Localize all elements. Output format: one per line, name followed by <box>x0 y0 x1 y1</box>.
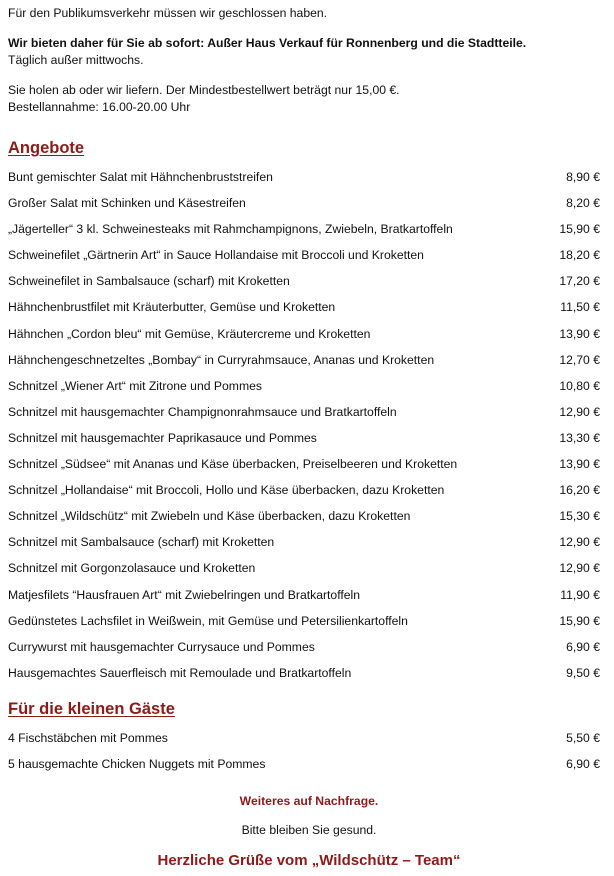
menu-item-price: 11,50 € <box>560 300 600 315</box>
offer-days: Täglich außer mittwochs. <box>8 53 144 67</box>
menu-item <box>8 403 600 429</box>
menu-item-name: Großer Salat mit Schinken und Käsestreifen <box>8 196 246 211</box>
menu-item <box>8 586 600 612</box>
menu-item-name: Bunt gemischter Salat mit Hähnchenbruststreifen <box>8 170 273 184</box>
menu-item-price: 11,90 € <box>560 587 600 602</box>
menu-item-name: Matjesfilets “Hausfrauen Art“ mit Zwiebelringen und Bratkartoffeln <box>8 587 361 602</box>
menu-item <box>8 481 600 507</box>
menu-item-name: „Jägerteller“ 3 kl. Schweinesteaks mit Rahmchampignons, Zwiebeln, Bratkartoffeln <box>8 222 453 237</box>
greeting-text: Herzliche Grüße vom „Wildschütz – Team“ <box>157 852 461 869</box>
menu-list-angebote <box>8 168 600 690</box>
menu-item <box>8 272 600 298</box>
offer-headline: Wir bieten daher für Sie ab sofort: Außer Haus Verkauf für Ronnenberg und die Stadtteile. <box>8 36 527 50</box>
menu-item <box>8 298 600 324</box>
menu-item-name: 5 hausgemachte Chicken Nuggets mit Pommes <box>8 757 266 772</box>
section-title-angebote: Angebote <box>8 139 85 157</box>
menu-item-name: Hähnchen „Cordon bleu“ mit Gemüse, Kräutercreme und Kroketten <box>8 326 371 341</box>
menu-item-price: 18,20 € <box>559 248 600 263</box>
menu-item <box>8 220 600 246</box>
menu-item-price: 12,90 € <box>559 561 600 576</box>
menu-item-name: Schnitzel mit hausgemachter Paprikasauce und Pommes <box>8 430 317 445</box>
menu-item-price: 15,30 € <box>559 509 600 524</box>
order-hours: Bestellannahme: 16.00-20.00 Uhr <box>8 100 191 114</box>
delivery-info: Sie holen ab oder wir liefern. Der Mindestbestellwert beträgt nur 15,00 €. <box>8 83 400 97</box>
menu-item-name: Schnitzel „Wiener Art“ mit Zitrone und Pommes <box>8 378 262 393</box>
menu-item <box>8 455 600 481</box>
menu-item-price: 15,90 € <box>559 222 600 237</box>
closed-notice: Für den Publikumsverkehr müssen wir geschlossen haben. <box>8 6 328 20</box>
menu-item <box>8 729 600 755</box>
menu-item-name: Schnitzel „Hollandaise“ mit Broccoli, Hollo und Käse überbacken, dazu Kroketten <box>8 483 445 498</box>
menu-item-price: 5,50 € <box>566 731 600 745</box>
menu-item <box>8 507 600 533</box>
menu-item-price: 12,90 € <box>559 404 600 419</box>
menu-item-name: Schnitzel mit Sambalsauce (scharf) mit Kroketten <box>8 535 275 550</box>
menu-item <box>8 612 600 638</box>
menu-item <box>8 429 600 455</box>
menu-item <box>8 377 600 403</box>
more-on-request: Weiteres auf Nachfrage. <box>239 794 379 808</box>
menu-item <box>8 325 600 351</box>
stay-healthy-text: Bitte bleiben Sie gesund. <box>241 823 377 837</box>
menu-list-kinder <box>8 729 600 781</box>
menu-item-price: 12,90 € <box>559 535 600 550</box>
menu-item <box>8 194 600 220</box>
menu-item-name: Schweinefilet in Sambalsauce (scharf) mit Kroketten <box>8 274 290 289</box>
menu-item-price: 13,90 € <box>559 326 600 341</box>
menu-item-name: Schnitzel „Wildschütz“ mit Zwiebeln und Käse überbacken, dazu Kroketten <box>8 509 411 524</box>
menu-item <box>8 533 600 559</box>
menu-item-name: Schweinefilet „Gärtnerin Art“ in Sauce Hollandaise mit Broccoli und Kroketten <box>8 248 424 263</box>
menu-item-name: Schnitzel mit Gorgonzolasauce und Kroketten <box>8 561 256 576</box>
section-title-kinder: Für die kleinen Gäste <box>8 700 175 718</box>
offer-block <box>8 35 526 69</box>
menu-item-price: 9,50 € <box>566 665 600 680</box>
menu-item-price: 15,90 € <box>559 613 600 628</box>
menu-item-name: Schnitzel „Südsee“ mit Ananas und Käse überbacken, Preiselbeeren und Kroketten <box>8 457 458 472</box>
menu-item <box>8 559 600 585</box>
menu-item-price: 13,90 € <box>559 457 600 472</box>
menu-item-price: 6,90 € <box>566 757 600 772</box>
menu-item-price: 8,90 € <box>566 170 600 184</box>
menu-item-price: 6,90 € <box>566 639 600 654</box>
menu-item-price: 10,80 € <box>559 378 600 393</box>
menu-item <box>8 168 600 194</box>
menu-item-name: 4 Fischstäbchen mit Pommes <box>8 731 168 745</box>
menu-item <box>8 351 600 377</box>
menu-item-price: 8,20 € <box>566 196 600 211</box>
menu-item-name: Schnitzel mit hausgemachter Champignonrahmsauce und Bratkartoffeln <box>8 404 397 419</box>
menu-item-name: Hähnchenbrustfilet mit Kräuterbutter, Gemüse und Kroketten <box>8 300 336 315</box>
menu-item <box>8 246 600 272</box>
menu-item <box>8 755 600 781</box>
menu-item-name: Currywurst mit hausgemachter Currysauce und Pommes <box>8 639 315 654</box>
menu-item-price: 16,20 € <box>559 483 600 498</box>
menu-item-name: Gedünstetes Lachsfilet in Weißwein, mit Gemüse und Petersilienkartoffeln <box>8 613 408 628</box>
menu-item-name: Hähnchengeschnetzeltes „Bombay“ in Curryrahmsauce, Ananas und Kroketten <box>8 352 435 367</box>
menu-item-price: 13,30 € <box>559 430 600 445</box>
delivery-block <box>8 82 400 116</box>
menu-item-name: Hausgemachtes Sauerfleisch mit Remoulade und Bratkartoffeln <box>8 665 352 680</box>
menu-item-price: 12,70 € <box>559 352 600 367</box>
menu-item-price: 17,20 € <box>559 274 600 289</box>
menu-item <box>8 664 600 690</box>
menu-item <box>8 638 600 664</box>
